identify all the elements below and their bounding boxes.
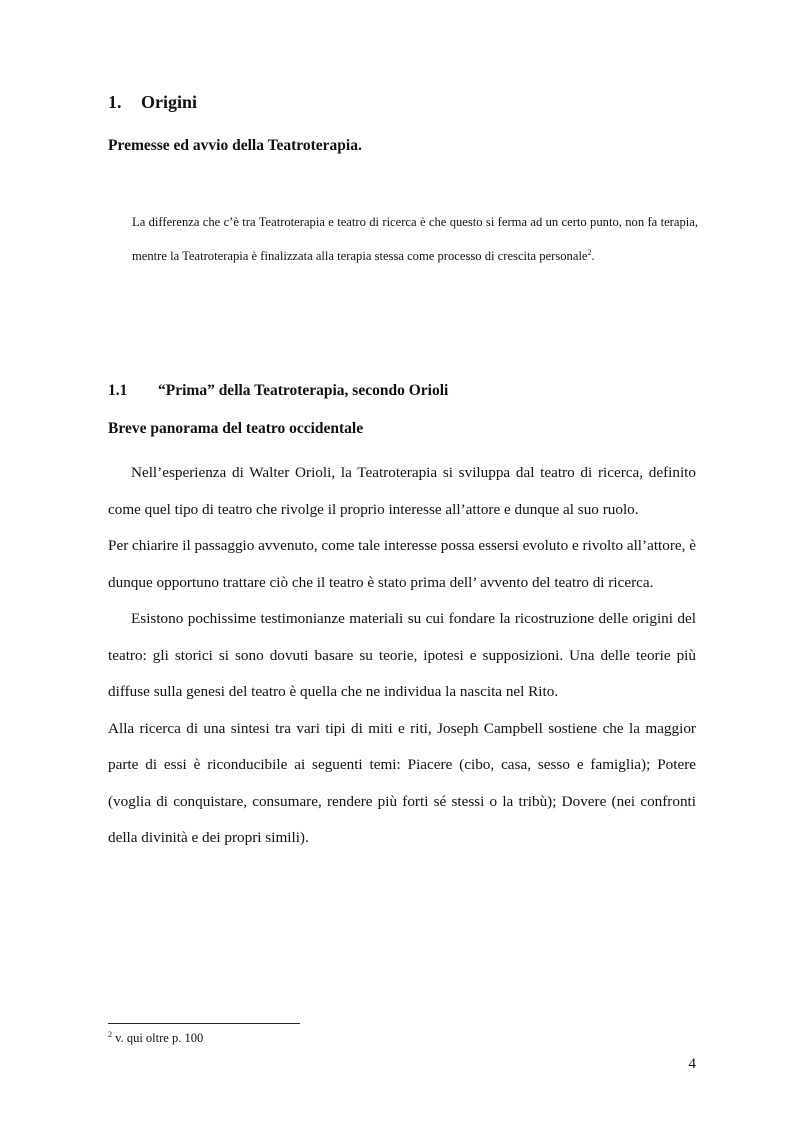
section-title: “Prima” della Teatroterapia, secondo Orioli <box>158 382 449 399</box>
section-subtitle: Breve panorama del teatro occidentale <box>108 420 364 437</box>
section-number: 1.1 <box>108 382 128 399</box>
section-heading <box>108 382 448 400</box>
footnote-reference: 2 <box>587 247 592 257</box>
footnote-text: v. qui oltre p. 100 <box>112 1031 204 1045</box>
paragraph: Nell’esperienza di Walter Orioli, la Teatroterapia si sviluppa dal teatro di ricerca, definito come quel tipo di teatro che rivolge il proprio interesse all’attore e dunque al suo ruolo. <box>108 464 696 518</box>
quote-end: . <box>591 249 595 263</box>
footnote-marker: 2 <box>108 1029 112 1039</box>
quote-text: La differenza che c’è tra Teatroterapia e teatro di ricerca è che questo si ferma ad un certo punto, non fa terapia, mentre la Teatroterapia è finalizzata alla terapia stessa come processo di crescita personale <box>132 215 698 263</box>
paragraph: Per chiarire il passaggio avvenuto, come tale interesse possa essersi evoluto e rivolto all’attore, è dunque opportuno trattare ciò che il teatro è stato prima dell’ avvento del teatro di ricerca. <box>108 537 696 591</box>
chapter-subtitle: Premesse ed avvio della Teatroterapia. <box>108 137 362 154</box>
paragraph: Esistono pochissime testimonianze materiali su cui fondare la ricostruzione delle origini del teatro: gli storici si sono dovuti basare su teorie, ipotesi e supposizioni. Una delle teorie più diffuse sulla genesi del teatro è quella che ne individua la nascita nel Rito. <box>108 610 696 700</box>
page-number: 4 <box>688 1056 696 1072</box>
body-text <box>108 455 696 857</box>
block-quote <box>132 205 698 273</box>
chapter-title: Origini <box>141 92 198 112</box>
chapter-number: 1. <box>108 92 122 112</box>
footnote-separator <box>108 1023 300 1024</box>
footnote <box>108 1031 203 1046</box>
chapter-heading <box>108 92 197 113</box>
paragraph: Alla ricerca di una sintesi tra vari tipi di miti e riti, Joseph Campbell sostiene che la maggior parte di essi è riconducibile ai seguenti temi: Piacere (cibo, casa, sesso e famiglia); Potere (voglia di conquistare, consumare, rendere più forti sé stessi o la tribù); Dovere (nei confronti della divinità e dei propri simili). <box>108 719 696 846</box>
